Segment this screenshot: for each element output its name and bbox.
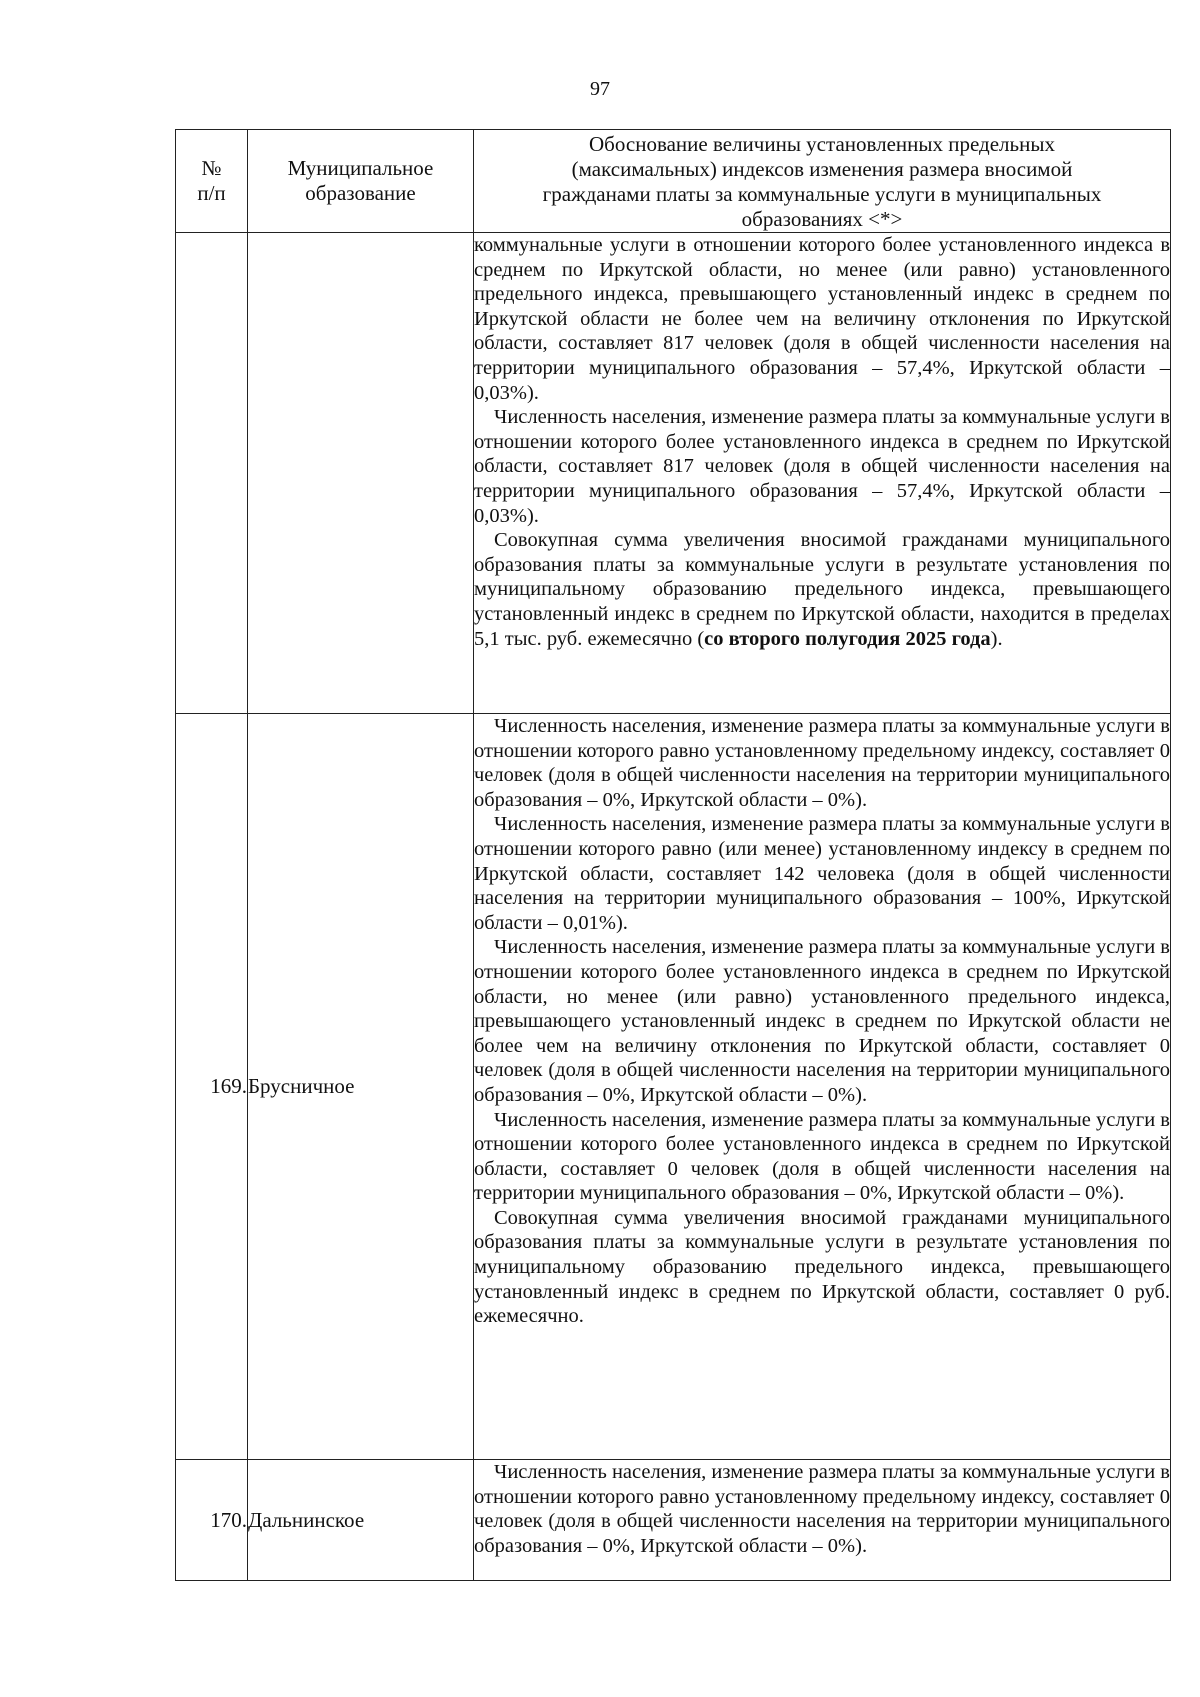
justification-paragraph: Численность населения, изменение размера платы за коммунальные услуги в отношении которого равно (или менее) установленному индексу в среднем по Иркутской области, составляет 142 человека (доля в общей численности населения на территории муниципального образования – 100%, Иркутской области – 0,01%). [474, 813, 1170, 934]
justification-paragraph: Численность населения, изменение размера платы за коммунальные услуги в отношении которого более установленного индекса в среднем по Иркутской области, но менее (или равно) установленного предельного индекса, превышающего установленный индекс в среднем по Иркутской области не более чем на величину отклонения по Иркутской области, составляет 0 человек (доля в общей численности населения на территории муниципального образования – 0%, Иркутской области – 0%). [474, 936, 1170, 1106]
table-header-row [176, 130, 1171, 233]
municipality-name: Дальнинское [248, 1460, 474, 1581]
period-note: со второго полугодия 2025 года [704, 627, 991, 650]
total-sum-end: ). [990, 627, 1003, 650]
justification-cell [474, 1460, 1171, 1581]
justification-paragraph: Численность населения, изменение размера платы за коммунальные услуги в отношении которого равно установленному предельному индексу, составляет 0 человек (доля в общей численности населения на территории муниципального образования – 0%, Иркутской области – 0%). [474, 715, 1170, 811]
municipality-name [248, 233, 474, 714]
row-number: 169. [176, 714, 248, 1460]
justification-table [175, 129, 1171, 1581]
row-number [176, 233, 248, 714]
justification-cell [474, 714, 1171, 1460]
header-municipality-label: Муниципальное образование [287, 156, 434, 205]
header-number [176, 130, 248, 233]
header-justification [474, 130, 1171, 233]
page-number: 97 [590, 78, 610, 100]
header-municipality [248, 130, 474, 233]
table-row [176, 714, 1171, 1460]
justification-paragraph [474, 528, 1170, 651]
justification-paragraph: Численность населения, изменение размера платы за коммунальные услуги в отношении которого более установленного индекса в среднем по Иркутской области, составляет 817 человек (доля в общей численности населения на территории муниципального образования – 57,4%, Иркутской области – 0,03%). [474, 406, 1170, 527]
justification-paragraph: Совокупная сумма увеличения вносимой гражданами муниципального образования платы за коммунальные услуги в результате установления по муниципальному образованию предельного индекса, превышающего установленный индекс в среднем по Иркутской области, составляет 0 руб. ежемесячно. [474, 1206, 1170, 1328]
justification-paragraph: Численность населения, изменение размера платы за коммунальные услуги в отношении которого равно установленному предельному индексу, составляет 0 человек (доля в общей численности населения на территории муниципального образования – 0%, Иркутской области – 0%). [474, 1461, 1170, 1557]
justification-paragraph: коммунальные услуги в отношении которого более установленного индекса в среднем по Иркутской области, но менее (или равно) установленного предельного индекса, превышающего установленный индекс в среднем по Иркутской области не более чем на величину отклонения по Иркутской области, составляет 817 человек (доля в общей численности населения на территории муниципального образования – 57,4%, Иркутской области – 0,03%). [474, 234, 1170, 404]
row-number: 170. [176, 1460, 248, 1581]
total-sum-text: Совокупная сумма увеличения вносимой гражданами муниципального образования платы за коммунальные услуги в результате установления по муниципальному образованию предельного индекса, превышающего установленный индекс в среднем по Иркутской области, находится в пределах 5,1 тыс. руб. ежемесячно ( [474, 529, 1170, 650]
justification-paragraph: Численность населения, изменение размера платы за коммунальные услуги в отношении которого более установленного индекса в среднем по Иркутской области, составляет 0 человек (доля в общей численности населения на территории муниципального образования – 0%, Иркутской области – 0%). [474, 1108, 1170, 1205]
header-number-label: № п/п [197, 156, 226, 205]
justification-cell [474, 233, 1171, 714]
table-row [176, 233, 1171, 714]
municipality-name: Брусничное [248, 714, 474, 1460]
header-justification-label: Обоснование величины установленных предельных (максимальных) индексов изменения размера вносимой гражданами платы за коммунальные услуги в муниципальных образованиях <*> [542, 132, 1102, 231]
table-row [176, 1460, 1171, 1581]
